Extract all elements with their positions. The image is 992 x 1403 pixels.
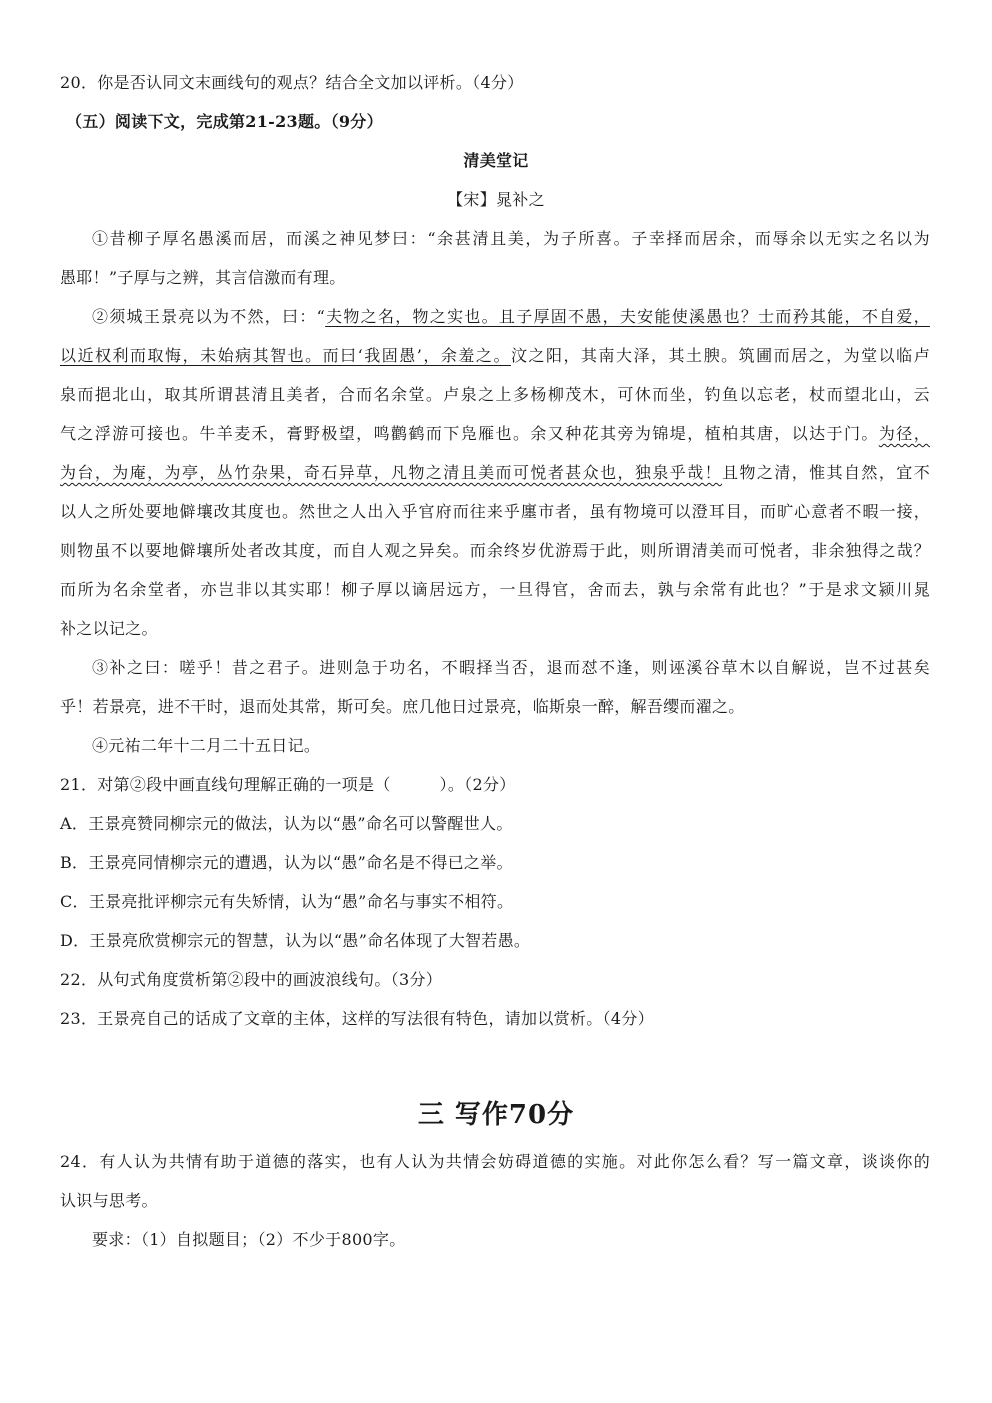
underlined-sentence: 以近权利而取悔，未始病其智也。而曰‘我固愚’，余羞之。 [60,346,511,365]
para-2-line-1 [92,307,930,327]
para-2-text: 且物之清，惟其自然，宜不 [722,463,930,482]
wavy-underlined-sentence: 为台，为庵，为亭，丛竹杂果，奇石异草，凡物之清且美而可悦者甚众也，独泉乎哉！ [60,463,723,482]
question-20: 20．你是否认同文末画线句的观点？结合全文加以评析。（4分） [60,73,524,92]
para-2-line-3: 泉而挹北山，取其所谓甚清且美者，合而名余堂。卢泉之上多杨柳茂木，可休而坐，钓鱼以忘老，杖而望北山，云 [60,385,930,404]
question-24-line-1: 24．有人认为共情有助于道德的落实，也有人认为共情会妨碍道德的实施。对此你怎么看？写一篇文章，谈谈你的 [60,1152,930,1171]
option-d: D．王景亮欣赏柳宗元的智慧，认为以“愚”命名体现了大智若愚。 [60,931,531,950]
essay-title: 清美堂记 [463,151,529,170]
para-2-text: 汶之阳，其南大泽，其土腴。筑圃而居之，为堂以临卢 [510,346,930,365]
question-22: 22．从句式角度赏析第②段中的画波浪线句。（3分） [60,970,443,989]
question-23: 23．王景亮自己的话成了文章的主体，这样的写法很有特色，请加以赏析。（4分） [60,1009,654,1028]
para-2-text: ②须城王景亮以为不然，曰：“ [92,307,326,326]
para-2-line-2 [60,346,930,366]
para-2-line-6: 以人之所处要地僻壤改其度也。然世之人出入乎官府而往来乎廛市者，虽有物境可以澄耳目，而旷心意者不暇一接， [60,502,930,521]
essay-author: 【宋】晁补之 [447,190,545,209]
option-b: B．王景亮同情柳宗元的遭遇，认为以“愚”命名是不得已之举。 [60,853,513,872]
option-a: A．王景亮赞同柳宗元的做法，认为以“愚”命名可以警醒世人。 [60,814,513,833]
para-1-line-1: ①昔柳子厚名愚溪而居，而溪之神见梦曰：“余甚清且美，为子所喜。子幸择而居余，而辱余以无实之名以为 [92,229,930,248]
para-1-line-2: 愚耶！”子厚与之辨，其言信激而有理。 [60,268,346,287]
para-2-text: 气之浮游可接也。牛羊麦禾，膏野极望，鸣鹳鹤而下凫雁也。余又种花其旁为锦堤，植柏其唐，以达于门。 [60,424,879,443]
para-4: ④元祐二年十二月二十五日记。 [92,736,321,755]
para-3-line-2: 乎！若景亮，进不干时，退而处其常，斯可矣。庶几他日过景亮，临斯泉一醉，解吾缨而濯之。 [60,697,745,716]
section-3-title: 三 写作70分 [417,1100,575,1130]
underlined-sentence: 夫物之名，物之实也。且子厚固不愚，夫安能使溪愚也？士而矜其能，不自爱， [325,307,930,326]
para-2-line-9: 补之以记之。 [60,619,158,638]
para-2-line-4 [60,424,930,444]
para-2-line-5 [60,463,930,483]
question-21: 21．对第②段中画直线句理解正确的一项是（ ）。（2分） [60,775,516,794]
section-5-heading: （五）阅读下文，完成第21-23题。（9分） [66,112,383,131]
wavy-underlined-sentence: 为径， [878,424,930,443]
para-3-line-1: ③补之曰：嗟乎！昔之君子。进则急于功名，不暇择当否，退而怼不逢，则诬溪谷草木以自解说，岂不过甚矣 [92,658,930,677]
question-24-line-2: 认识与思考。 [60,1191,158,1210]
para-2-line-8: 而所为名余堂者，亦岂非以其实耶！柳子厚以谪居远方，一旦得官，舍而去，孰与余常有此也？”于是求文颍川晁 [60,580,930,599]
option-c: C．王景亮批评柳宗元有失矫情，认为“愚”命名与事实不相符。 [60,892,514,911]
para-2-line-7: 则物虽不以要地僻壤所处者改其度，而自人观之异矣。而余终岁优游焉于此，则所谓清美而可悦者，非余独得之哉？ [60,541,930,560]
writing-requirements: 要求：（1）自拟题目；（2）不少于800字。 [92,1230,406,1249]
